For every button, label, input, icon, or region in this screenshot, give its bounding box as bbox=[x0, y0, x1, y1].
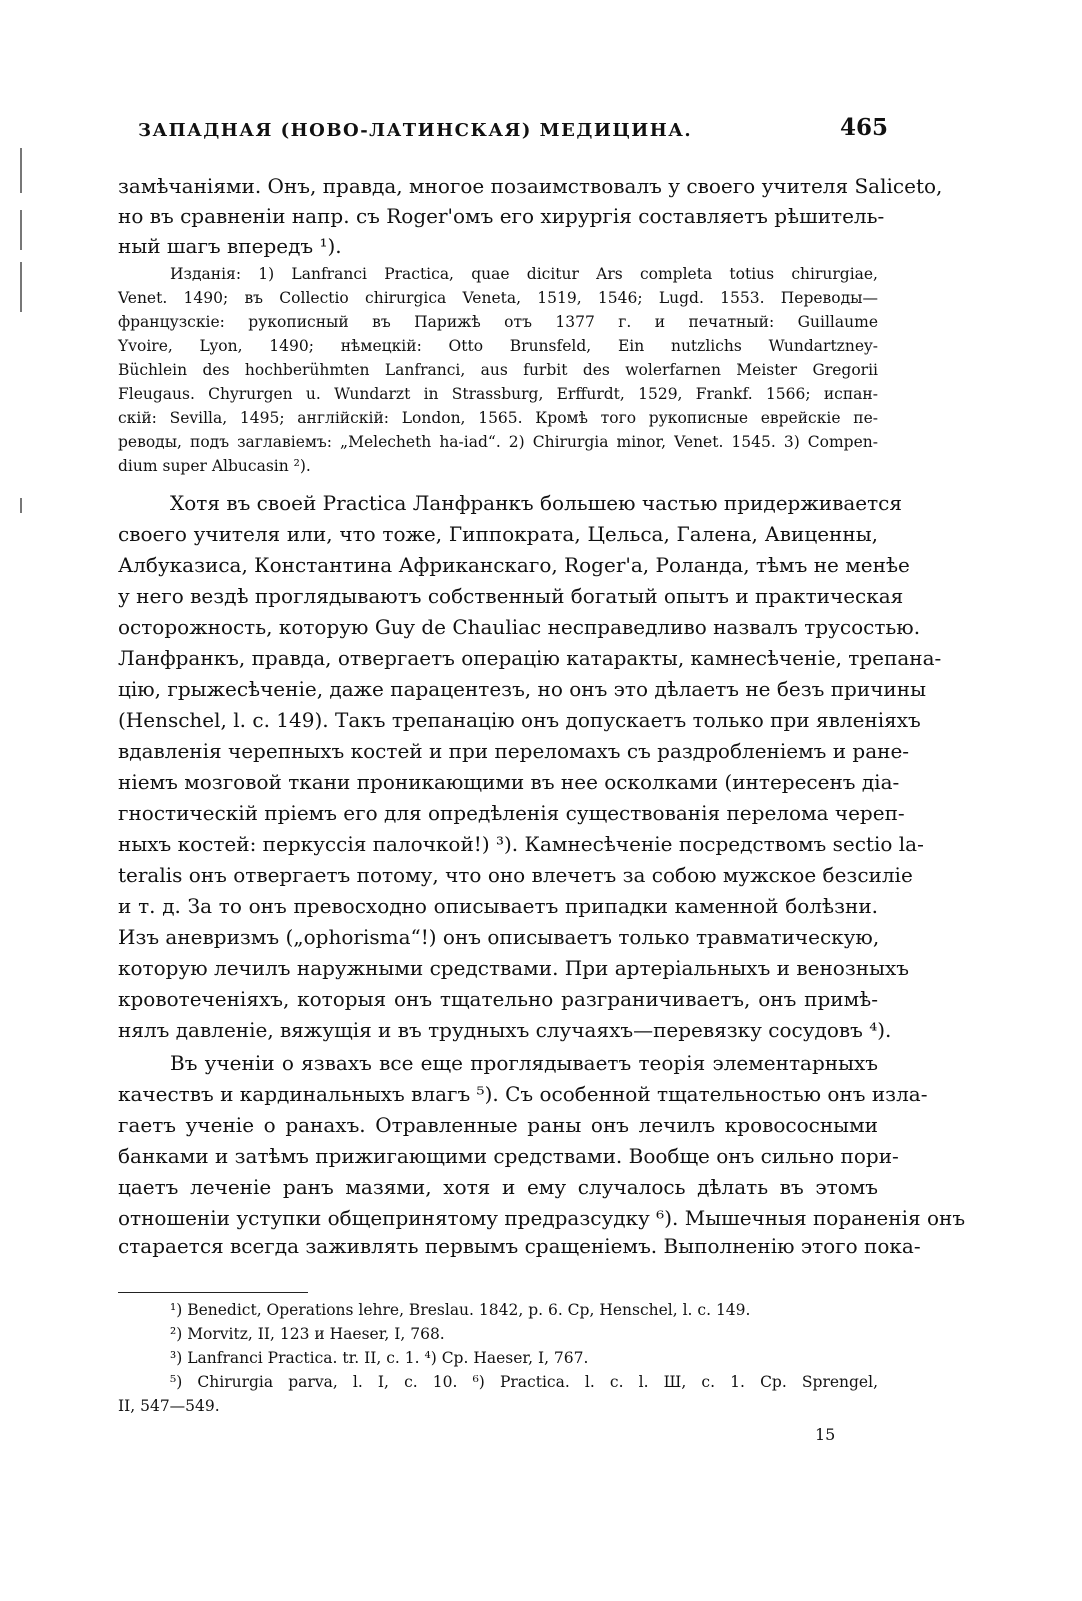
text-line: старается всегда заживлять первымъ сращеніемъ. Выполненію этого пока- bbox=[118, 1234, 921, 1258]
text-line: гаетъ ученіе о ранахъ. Отравленные раны онъ лечилъ кровососными bbox=[118, 1113, 878, 1137]
editions-line: Изданія: 1) Lanfranci Practica, quae dicitur Ars completa totius chirurgiae, bbox=[170, 265, 878, 283]
editions-line: Büchlein des hochberühmten Lanfranci, aus furbit des wolerfarnen Meister Gregorii bbox=[118, 361, 878, 379]
editions-line: Fleugaus. Chyrurgen u. Wundarzt in Strassburg, Erffurdt, 1529, Frankf. 1566; испан- bbox=[118, 385, 878, 403]
margin-mark bbox=[20, 148, 22, 193]
text-line: отношеніи уступки общепринятому предразсудку ⁶). Мышечныя пораненія онъ bbox=[118, 1206, 966, 1230]
text-line: цаетъ леченіе ранъ мазями, хотя и ему случалось дѣлать въ этомъ bbox=[118, 1175, 878, 1199]
text-line: ныхъ костей: перкуссія палочкой!) ³). Камнесѣченіе посредствомъ sectio la- bbox=[118, 832, 924, 856]
editions-line: Yvoire, Lyon, 1490; нѣмецкій: Otto Brunsfeld, Ein nutzlichs Wundartzney- bbox=[118, 337, 878, 355]
page-number: 465 bbox=[839, 114, 888, 141]
text-line: Албуказиса, Константина Африканскаго, Roger'a, Роланда, тѣмъ не менѣе bbox=[118, 553, 910, 577]
text-line: Хотя въ своей Practica Ланфранкъ большею частью придерживается bbox=[170, 491, 902, 515]
text-line: своего учителя или, что тоже, Гиппократа, Цельса, Галена, Авиценны, bbox=[118, 522, 878, 546]
text-line: Ланфранкъ, правда, отвергаетъ операцію катаракты, камнесѣченіе, трепана- bbox=[118, 646, 942, 670]
text-line: банками и затѣмъ прижигающими средствами. Вообще онъ сильно пори- bbox=[118, 1144, 899, 1168]
text-line: гностическій пріемъ его для опредѣленія существованія перелома череп- bbox=[118, 801, 905, 825]
text-line: замѣчаніями. Онъ, правда, многое позаимствовалъ у своего учителя Salicetо, bbox=[118, 174, 943, 198]
running-title: ЗАПАДНАЯ (НОВО-ЛАТИНСКАЯ) МЕДИЦИНА. bbox=[138, 120, 693, 141]
footnote: ²) Morvitz, II, 123 и Haeser, I, 768. bbox=[170, 1325, 445, 1343]
printer-signature: 15 bbox=[815, 1425, 836, 1444]
text-line: ніемъ мозговой ткани проникающими въ нее осколками (интересенъ діа- bbox=[118, 770, 900, 794]
editions-line: скій: Sevilla, 1495; англійскій: London, 1565. Кромѣ того рукописные еврейскіе пе- bbox=[118, 409, 878, 427]
text-line: у него вездѣ проглядываютъ собственный богатый опытъ и практическая bbox=[118, 584, 904, 608]
footnote: ³) Lanfranci Practica. tr. II, c. 1. ⁴) Cp. Haeser, I, 767. bbox=[170, 1349, 589, 1367]
text-line: ный шагъ впередъ ¹). bbox=[118, 234, 342, 258]
text-line: качествъ и кардинальныхъ влагъ ⁵). Съ особенной тщательностью онъ изла- bbox=[118, 1082, 928, 1106]
text-line: и т. д. За то онъ превосходно описываетъ припадки каменной болѣзни. bbox=[118, 894, 878, 918]
text-line: Въ ученіи о язвахъ все еще проглядываетъ теорія элементарныхъ bbox=[170, 1051, 878, 1075]
text-line: Изъ аневризмъ („ophorisma“!) онъ описываетъ только травматическую, bbox=[118, 925, 880, 949]
text-line: осторожность, которую Guy de Chauliac несправедливо назвалъ трусостью. bbox=[118, 615, 921, 639]
margin-mark bbox=[20, 498, 22, 513]
editions-line: реводы, подъ заглавіемъ: „Melecheth ha-iad“. 2) Chirurgia minor, Venet. 1545. 3) Compen- bbox=[118, 433, 878, 451]
footnote: II, 547—549. bbox=[118, 1397, 220, 1415]
text-line: (Henschel, l. c. 149). Такъ трепанацію онъ допускаетъ только при явленіяхъ bbox=[118, 708, 921, 732]
margin-mark bbox=[20, 262, 22, 312]
text-line: кровотеченіяхъ, которыя онъ тщательно разграничиваетъ, онъ примѣ- bbox=[118, 987, 878, 1011]
footnote: ⁵) Chirurgia parva, l. I, c. 10. ⁶) Practica. l. c. l. Ш, c. 1. Cp. Sprengel, bbox=[170, 1373, 878, 1391]
text-line: которую лечилъ наружными средствами. При артеріальныхъ и венозныхъ bbox=[118, 956, 909, 980]
text-line: teralis онъ отвергаетъ потому, что оно влечетъ за собою мужское безсиліе bbox=[118, 863, 913, 887]
text-line: вдавленія черепныхъ костей и при переломахъ съ раздробленіемъ и ране- bbox=[118, 739, 910, 763]
page-header bbox=[120, 114, 888, 150]
text-line: но въ сравненіи напр. съ Roger'омъ его хирургія составляетъ рѣшитель- bbox=[118, 204, 885, 228]
text-line: цію, грыжесѣченіе, даже парацентезъ, но онъ это дѣлаетъ не безъ причины bbox=[118, 677, 926, 701]
footnote-divider bbox=[118, 1292, 308, 1293]
editions-line: Venet. 1490; въ Collectio chirurgica Veneta, 1519, 1546; Lugd. 1553. Переводы— bbox=[118, 289, 878, 307]
editions-line: dium super Albucasin ²). bbox=[118, 457, 311, 475]
margin-mark bbox=[20, 210, 22, 250]
text-line: нялъ давленіе, вяжущія и въ трудныхъ случаяхъ—перевязку сосудовъ ⁴). bbox=[118, 1018, 892, 1042]
editions-line: французскіе: рукописный въ Парижѣ отъ 1377 г. и печатный: Guillaume bbox=[118, 313, 878, 331]
footnote: ¹) Benedict, Operations lehre, Breslau. 1842, p. 6. Cp, Henschel, l. c. 149. bbox=[170, 1301, 751, 1319]
